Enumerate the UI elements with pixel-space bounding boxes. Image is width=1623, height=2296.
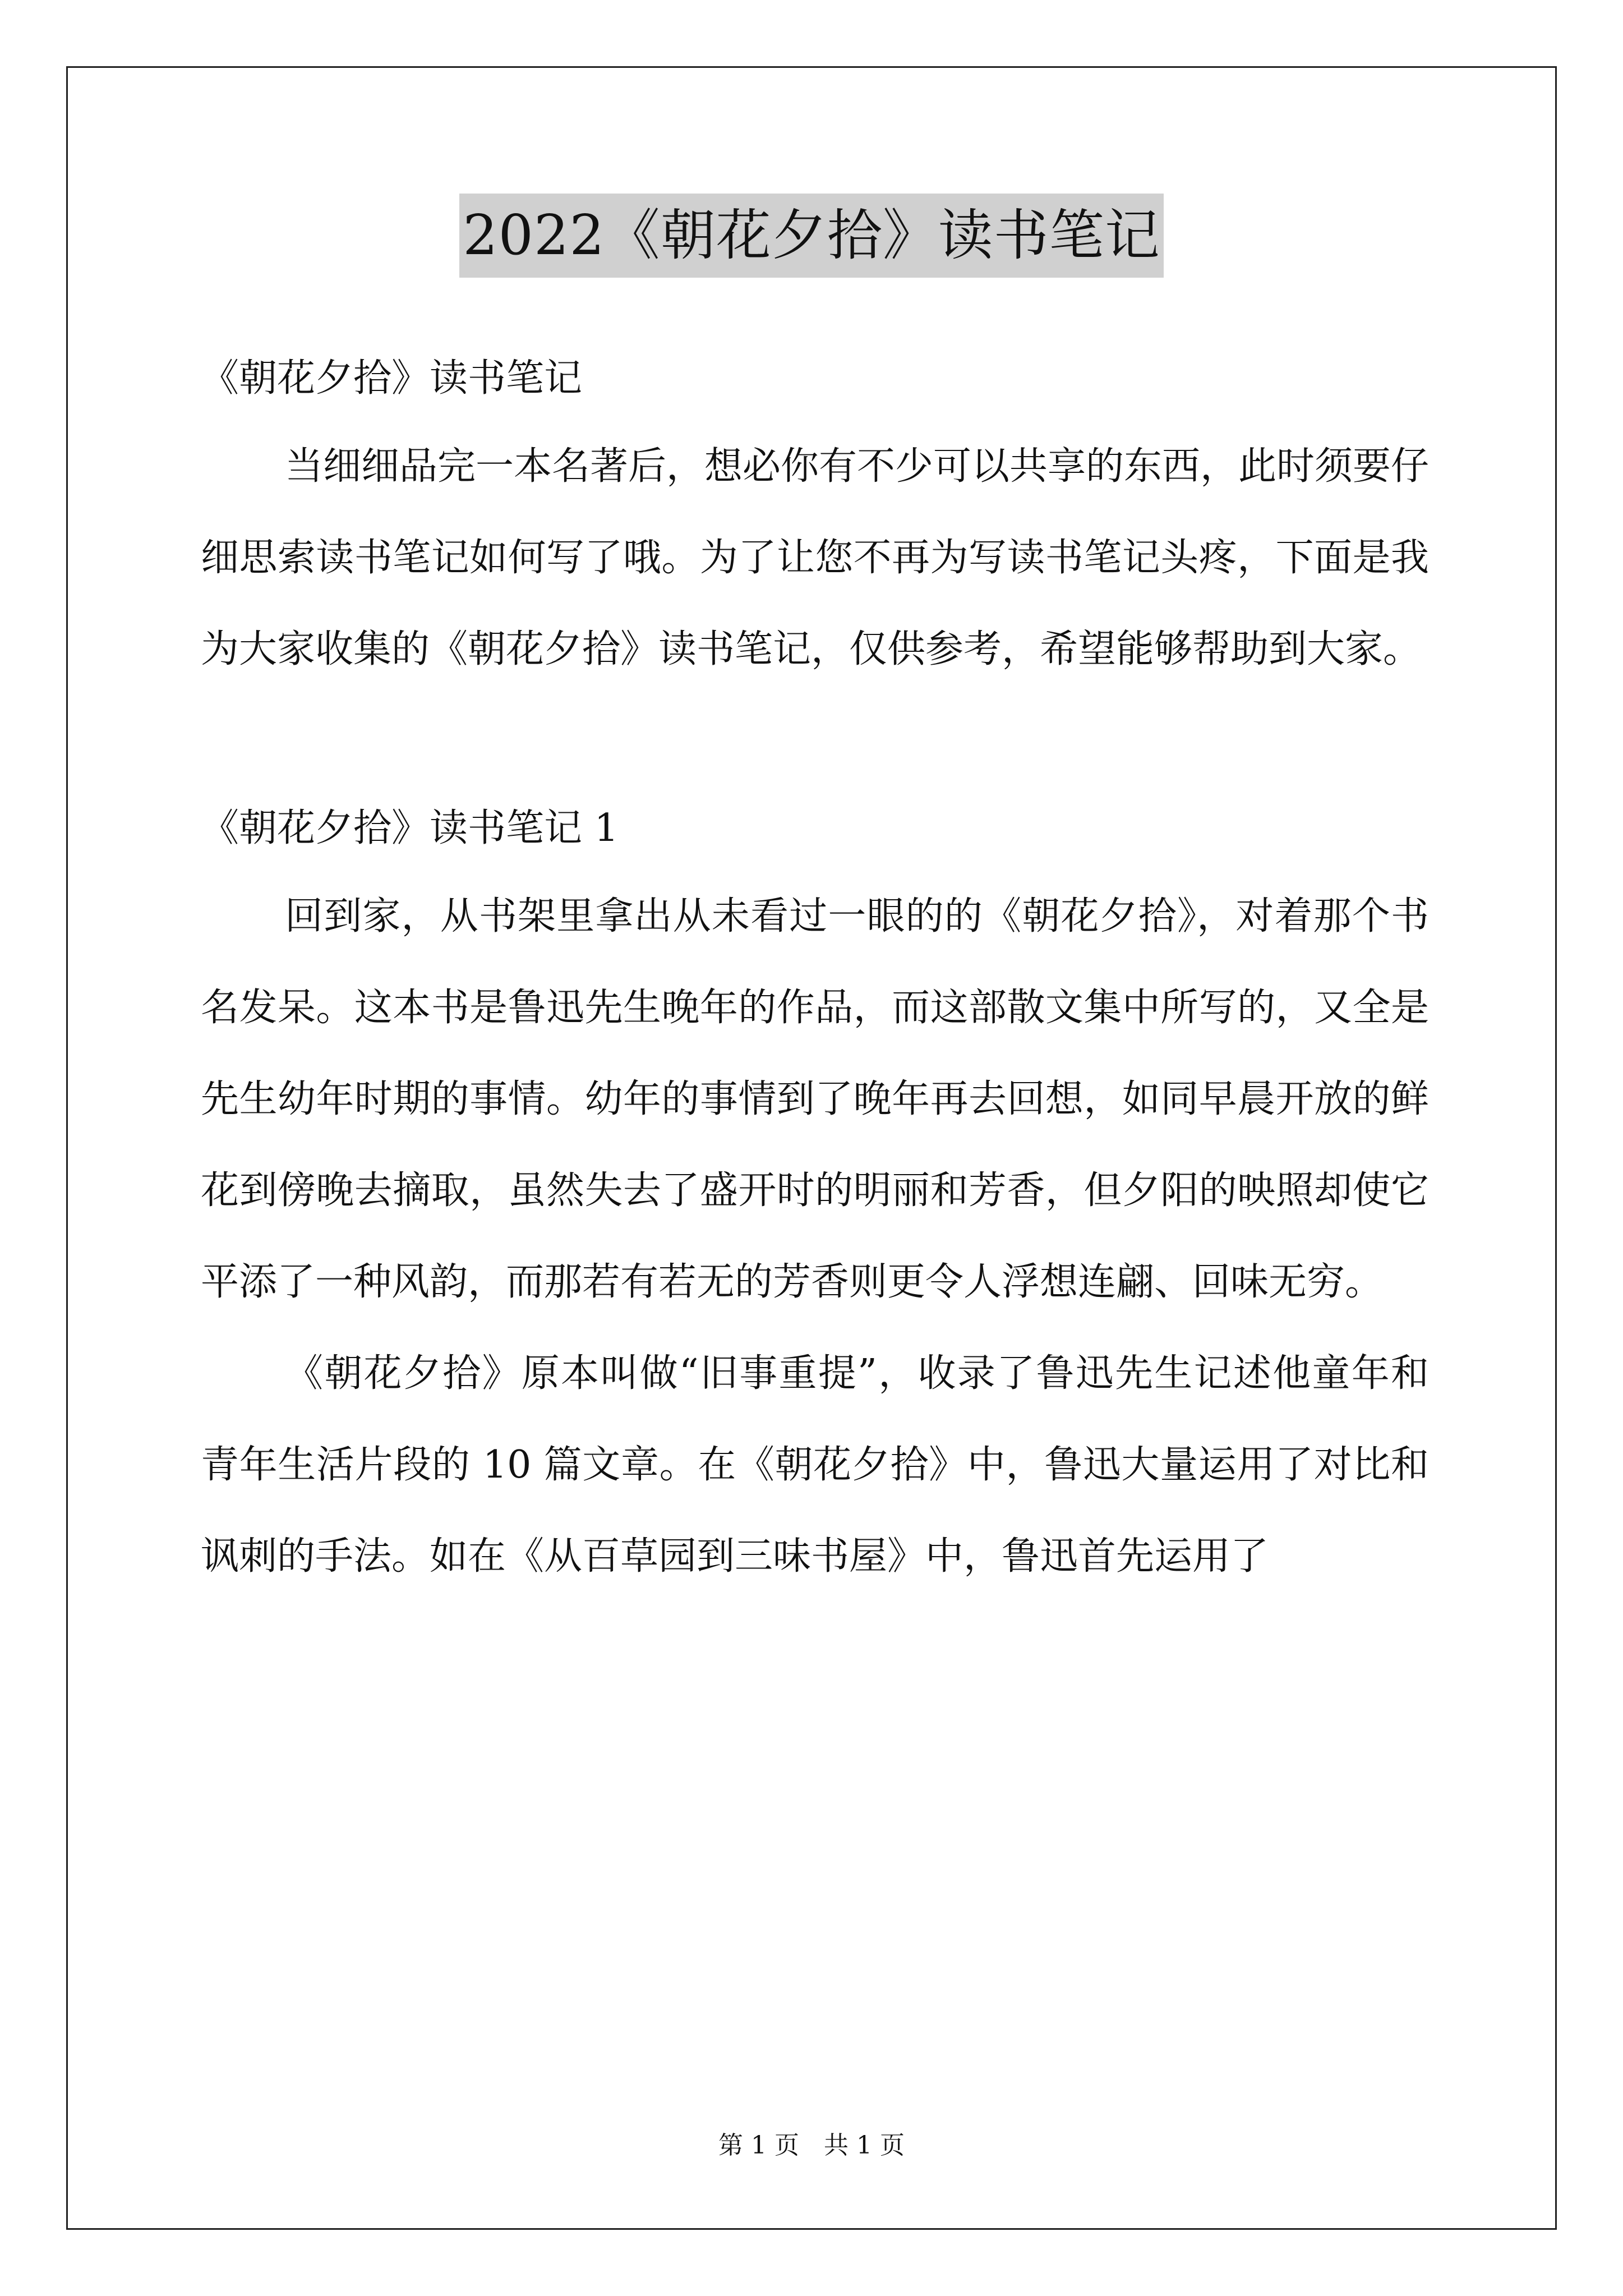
- body-paragraph-1: 回到家，从书架里拿出从未看过一眼的的《朝花夕拾》，对着那个书名发呆。这本书是鲁迅先生晚年的作品，而这部散文集中所写的，又全是先生幼年时期的事情。幼年的事情到了晚年再去回想，如同早晨开放的鲜花到傍晚去摘取，虽然失去了盛开时的明丽和芳香，但夕阳的映照却使它平添了一种风韵，而那若有若无的芳香则更令人浮想连翩、回味无穷。: [201, 894, 1429, 1304]
- intro-paragraph: 当细细品完一本名著后，想必你有不少可以共享的东西，此时须要仔细思索读书笔记如何写了哦。为了让您不再为写读书笔记头疼，下面是我为大家收集的《朝花夕拾》读书笔记，仅供参考，希望能够帮助到大家。: [201, 444, 1430, 671]
- title-container: [0, 194, 1623, 278]
- page-number: 第 1 页 共 1 页: [718, 2131, 905, 2160]
- section-heading-main: 《朝花夕拾》读书笔记: [201, 356, 583, 401]
- section-heading-1: 《朝花夕拾》读书笔记 1: [201, 806, 619, 850]
- document-title: 2022《朝花夕拾》读书笔记: [459, 194, 1163, 278]
- page-footer: [0, 2129, 1623, 2162]
- document-body: [201, 337, 1429, 1602]
- body-paragraph-2: 《朝花夕拾》原本叫做“旧事重提”，收录了鲁迅先生记述他童年和青年生活片段的 10 篇文章。在《朝花夕拾》中，鲁迅大量运用了对比和讽刺的手法。如在《从百草园到三味书屋》中，鲁迅首先运用了: [201, 1351, 1429, 1579]
